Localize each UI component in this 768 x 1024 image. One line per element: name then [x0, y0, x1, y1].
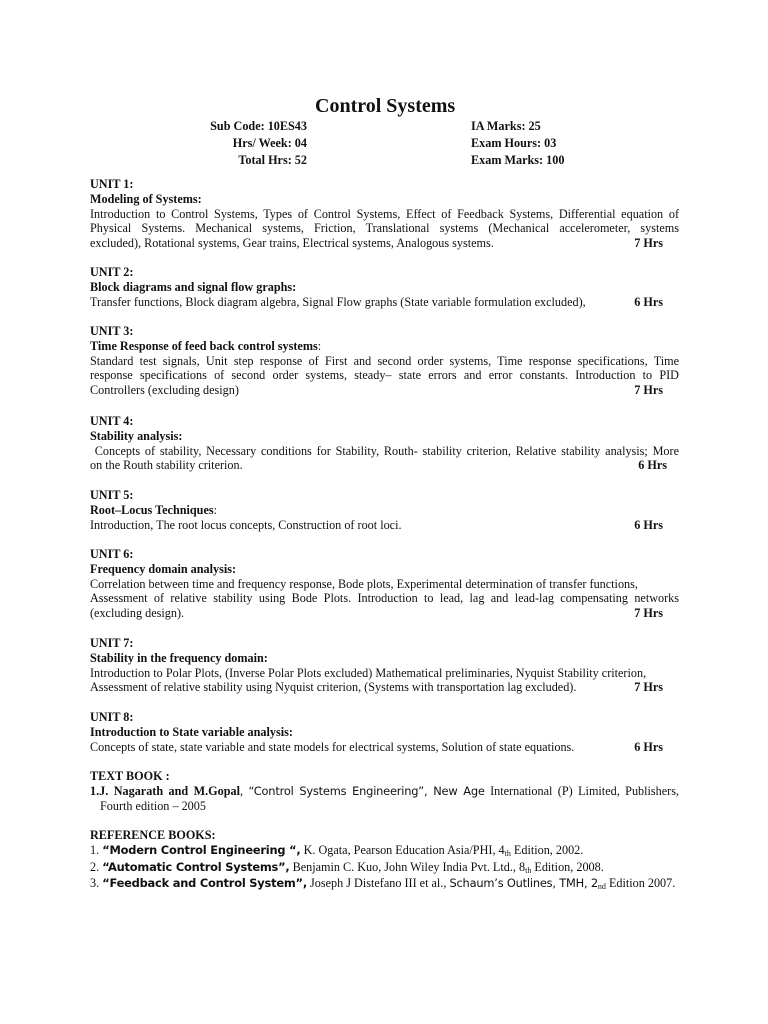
unit-label: UNIT 8: — [90, 710, 134, 724]
course-info-right — [471, 118, 564, 169]
reference-book-item — [90, 860, 679, 877]
unit-topic: Stability in the frequency domain: — [90, 650, 268, 665]
exam-marks: Exam Marks: 100 — [471, 153, 565, 167]
unit-description-line: Standard test signals, Unit step response of First and second order systems, Time response specifications, Time — [90, 353, 679, 368]
unit-description-line: response specifications of second order systems, steady– state errors and error constants. Introduction to PID — [90, 368, 679, 383]
unit-topic — [90, 339, 679, 354]
reference-book-number: 2. — [90, 859, 103, 874]
text-book-edition: Fourth edition – 2005 — [100, 798, 206, 813]
unit-topic-text: Time Response of feed back control systems — [90, 338, 318, 353]
text-book-authors: J. Nagarath and M.Gopal — [99, 783, 241, 798]
unit-description-line: Introduction to Polar Plots, (Inverse Polar Plots excluded) Mathematical preliminaries, Nyquist Stability criterion, — [90, 665, 647, 680]
unit-4 — [90, 414, 679, 473]
unit-topic-colon: : — [213, 502, 217, 517]
unit-description-line: Introduction, The root locus concepts, Construction of root loci. — [90, 517, 402, 532]
unit-description-last-line — [90, 680, 679, 695]
unit-6 — [90, 547, 679, 621]
unit-description-last-line — [90, 740, 679, 755]
unit-description-line: excluded), Rotational systems, Gear trains, Electrical systems, Analogous systems. — [90, 236, 494, 251]
unit-label: UNIT 7: — [90, 636, 134, 650]
unit-topic: Frequency domain analysis: — [90, 561, 237, 576]
unit-label: UNIT 2: — [90, 265, 134, 279]
unit-description-line: Transfer functions, Block diagram algebra, Signal Flow graphs (State variable formulation excluded), — [90, 294, 586, 309]
unit-description-line: Introduction to Control Systems, Types of Control Systems, Effect of Feedback Systems, Differential equation of — [90, 206, 679, 221]
unit-description-line: (excluding design). — [90, 606, 185, 621]
reference-book-details: Joseph J Distefano III et al., — [306, 876, 450, 891]
unit-topic-colon: : — [317, 338, 322, 353]
unit-1 — [90, 177, 679, 251]
unit-topic: Block diagrams and signal flow graphs: — [90, 279, 297, 294]
unit-description-line: Assessment of relative stability using Bode Plots. Introduction to lead, lag and lead-lag compensating networks — [90, 591, 679, 606]
unit-label: UNIT 6: — [90, 547, 134, 561]
unit-description-line: Physical Systems. Mechanical systems, Friction, Translational systems (Mechanical accelerometer, systems — [90, 221, 679, 236]
unit-description-line: Controllers (excluding design) — [90, 383, 239, 398]
text-book-title: “Control Systems Engineering”, New Age — [248, 783, 485, 798]
unit-5 — [90, 488, 679, 532]
text-book-entry — [90, 784, 679, 799]
unit-hours: 7 Hrs — [634, 383, 663, 398]
unit-description-last-line — [90, 236, 679, 251]
reference-book-series: Schaum’s Outlines, TMH, 2 — [449, 876, 598, 891]
unit-description-line: Concepts of stability, Necessary conditions for Stability, Routh- stability criterion, Relative stability analysis; More — [90, 443, 679, 458]
sub-code: Sub Code: 10ES43 — [210, 119, 307, 133]
reference-book-details: K. Ogata, Pearson Education Asia/PHI, 4 — [300, 842, 505, 857]
reference-books-heading: REFERENCE BOOKS: — [90, 828, 216, 842]
unit-hours: 6 Hrs — [634, 294, 663, 309]
reference-book-title: “Automatic Control Systems”, — [102, 859, 290, 874]
reference-book-details: Benjamin C. Kuo, John Wiley India Pvt. Ltd., 8 — [289, 859, 526, 874]
reference-book-item — [90, 876, 679, 893]
reference-book-edition: Edition, 2002. — [510, 842, 584, 857]
text-book-section — [90, 769, 679, 813]
text-book-publisher: International (P) Limited, Publishers, — [484, 783, 679, 798]
unit-3 — [90, 324, 679, 398]
unit-description-line: on the Routh stability criterion. — [90, 458, 243, 473]
reference-book-number: 1. — [90, 842, 103, 857]
unit-hours: 7 Hrs — [634, 680, 663, 695]
reference-book-item — [90, 843, 679, 860]
unit-7 — [90, 636, 679, 695]
unit-8 — [90, 710, 679, 754]
unit-hours: 6 Hrs — [638, 458, 667, 473]
unit-description-last-line — [90, 458, 679, 473]
reference-books-section — [90, 828, 679, 893]
reference-book-edition: Edition 2007. — [605, 876, 676, 891]
unit-description-line: Concepts of state, state variable and state models for electrical systems, Solution of state equations. — [90, 739, 575, 754]
unit-topic-text: Root–Locus Techniques — [90, 502, 214, 517]
reference-book-title: “Feedback and Control System”, — [102, 876, 307, 891]
exam-hours: Exam Hours: 03 — [471, 136, 557, 150]
unit-label: UNIT 4: — [90, 414, 134, 428]
course-info-left — [201, 118, 307, 169]
unit-description-last-line — [90, 383, 679, 398]
unit-topic — [90, 503, 679, 518]
ordinal-suffix: th — [525, 865, 532, 875]
ia-marks: IA Marks: 25 — [471, 119, 541, 133]
ordinal-suffix: nd — [597, 882, 606, 892]
unit-description-line: Assessment of relative stability using Nyquist criterion, (Systems with transportation lag excluded). — [90, 680, 577, 695]
unit-hours: 7 Hrs — [634, 606, 663, 621]
unit-topic: Stability analysis: — [90, 428, 183, 443]
hrs-per-week: Hrs/ Week: 04 — [232, 136, 307, 150]
text-book-separator: , — [240, 783, 249, 798]
unit-description-last-line — [90, 295, 679, 310]
unit-description-last-line — [90, 606, 679, 621]
unit-hours: 6 Hrs — [634, 517, 663, 532]
reference-book-title: “Modern Control Engineering “, — [102, 842, 301, 857]
unit-label: UNIT 1: — [90, 177, 134, 191]
unit-hours: 7 Hrs — [634, 236, 663, 251]
text-book-heading: TEXT BOOK : — [90, 769, 170, 783]
page-title: Control Systems — [315, 95, 456, 117]
unit-label: UNIT 3: — [90, 324, 134, 338]
unit-2 — [90, 265, 679, 309]
ordinal-suffix: th — [504, 848, 511, 858]
total-hrs: Total Hrs: 52 — [238, 153, 307, 167]
reference-book-number: 3. — [90, 876, 103, 891]
unit-topic: Introduction to State variable analysis: — [90, 724, 293, 739]
unit-description-last-line — [90, 518, 679, 533]
reference-book-edition: Edition, 2008. — [531, 859, 604, 874]
text-book-number: 1. — [90, 783, 100, 798]
unit-description-line: Correlation between time and frequency response, Bode plots, Experimental determination of transfer functions, — [90, 576, 638, 591]
unit-hours: 6 Hrs — [634, 739, 663, 754]
unit-topic: Modeling of Systems: — [90, 191, 202, 206]
unit-label: UNIT 5: — [90, 488, 134, 502]
